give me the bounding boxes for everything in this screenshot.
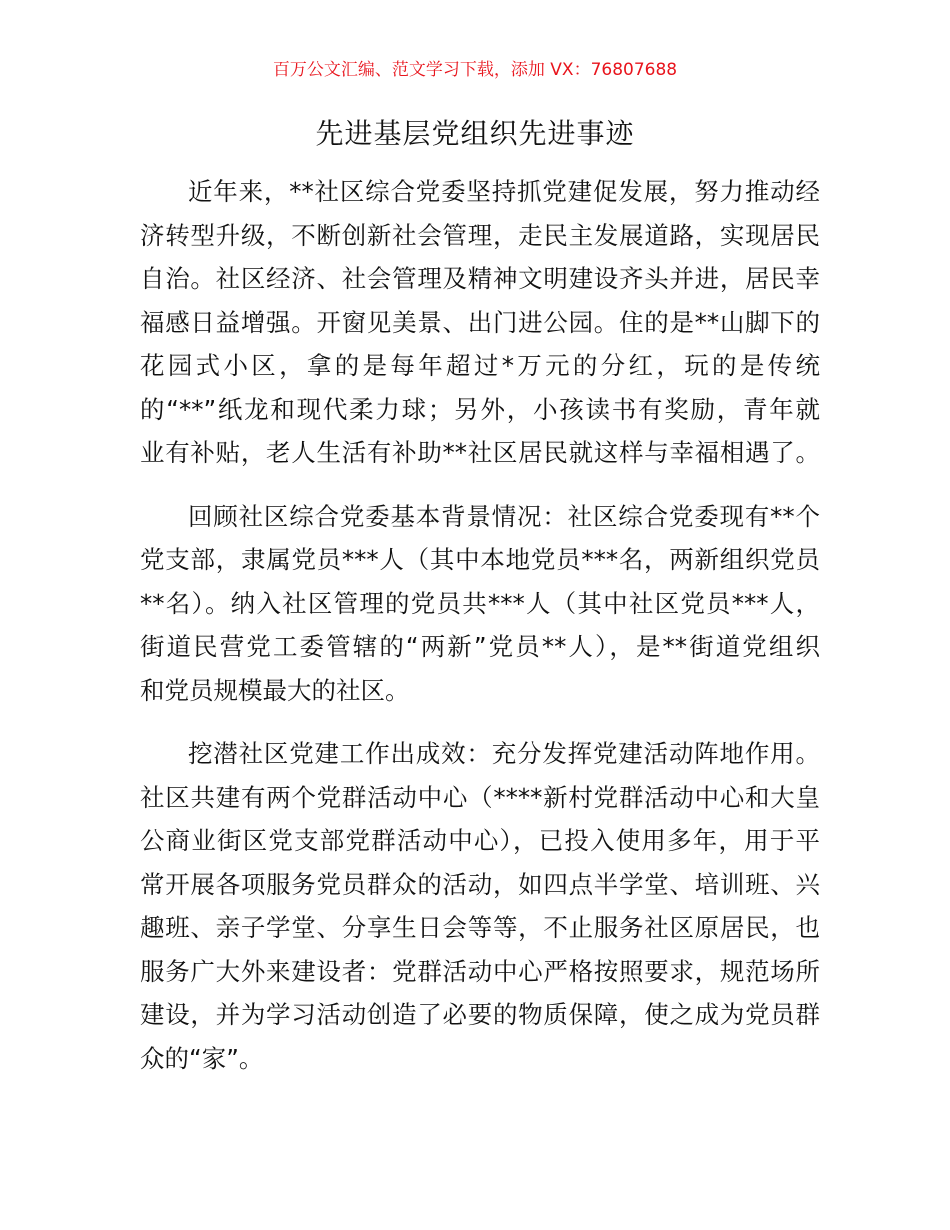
text-line: 福感日益增强。开窗见美景、出门进公园。住的是**山脚下的	[140, 307, 820, 337]
document-body	[140, 170, 820, 1100]
text-line: 的“**”纸龙和现代柔力球；另外，小孩读书有奖励，青年就	[140, 394, 820, 424]
watermark-header: 百万公文汇编、范文学习下载，添加 VX：76807688	[272, 60, 678, 80]
text-line: 街道民营党工委管辖的“两新”党员**人），是**街道党组织	[140, 632, 820, 661]
text-line: 挖潜社区党建工作出成效：充分发挥党建活动阵地作用。	[188, 739, 820, 768]
text-line: 和党员规模最大的社区。	[140, 675, 410, 705]
text-line: 花园式小区，拿的是每年超过*万元的分红，玩的是传统	[140, 351, 820, 380]
text-line: 趣班、亲子学堂、分享生日会等等，不止服务社区原居民，也	[140, 913, 820, 942]
text-line: 常开展各项服务党员群众的活动，如四点半学堂、培训班、兴	[140, 869, 820, 899]
text-line: 业有补贴，老人生活有补助**社区居民就这样与幸福相遇了。	[140, 438, 820, 467]
text-line: 济转型升级，不断创新社会管理，走民主发展道路，实现居民	[140, 220, 820, 250]
text-line: 服务广大外来建设者：党群活动中心严格按照要求，规范场所	[140, 956, 820, 986]
text-line: 社区共建有两个党群活动中心（****新村党群活动中心和大皇	[140, 782, 820, 812]
text-line: 公商业街区党支部党群活动中心），已投入使用多年，用于平	[140, 826, 820, 855]
paragraph-1	[140, 170, 820, 475]
document-title: 先进基层党组织先进事迹	[315, 117, 635, 150]
text-line: 近年来，**社区综合党委坚持抓党建促发展，努力推动经	[188, 177, 820, 206]
text-line: 党支部，隶属党员***人（其中本地党员***名，两新组织党员	[140, 545, 820, 574]
text-line: 自治。社区经济、社会管理及精神文明建设齐头并进，居民幸	[140, 264, 820, 293]
text-line: 众的“家”。	[140, 1043, 264, 1073]
text-line: 回顾社区综合党委基本背景情况：社区综合党委现有**个	[188, 501, 820, 531]
text-line: 建设，并为学习活动创造了必要的物质保障，使之成为党员群	[140, 1000, 820, 1029]
paragraph-3	[140, 732, 820, 1080]
paragraph-2	[140, 495, 820, 713]
text-line: **名）。纳入社区管理的党员共***人（其中社区党员***人，	[140, 588, 820, 618]
